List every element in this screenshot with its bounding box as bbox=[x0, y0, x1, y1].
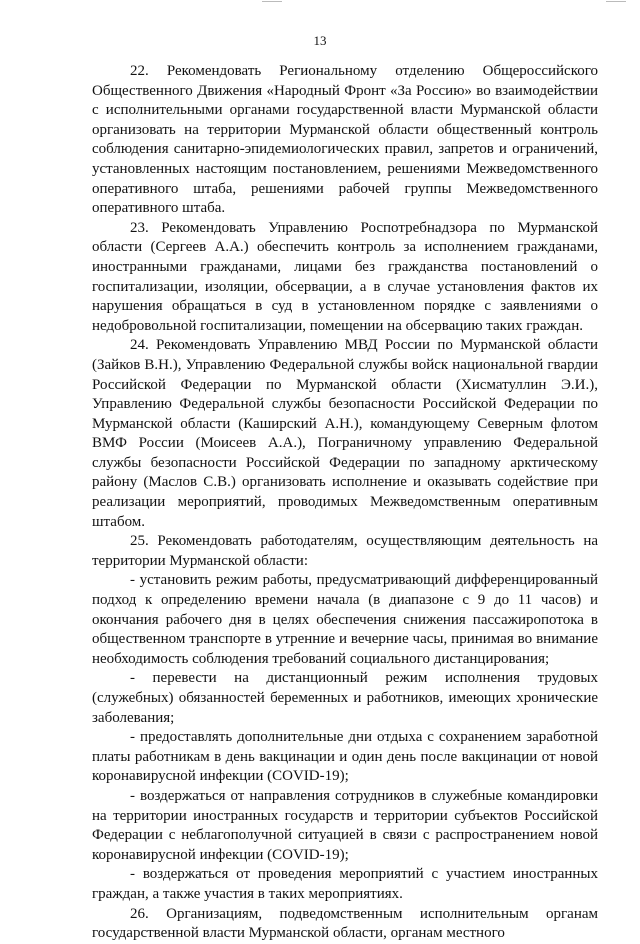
paragraph-26: 26. Организациям, подведомственным исполнительным органам государственной власти Мурманской области, органам местного bbox=[92, 905, 598, 942]
list-item-vaccination-days: - предоставлять дополнительные дни отдыха с сохранением заработной платы работникам в день вакцинации и один день после вакцинации от новой коронавирусной инфекции (COVID-19); bbox=[92, 729, 598, 785]
paragraph-24: 24. Рекомендовать Управлению МВД России по Мурманской области (Зайков В.Н.), Управлению Федеральной службы войск национальной гвардии Российской Федерации по Мурманской области (Хисматуллин Э.И.), Управлению Федеральной службы безопасности Российской Федерации по Мурманской области (Каширский А.Н.), командующему Северным флотом ВМФ России (Моисеев А.А.), Пограничному управлению Федеральной службы безопасности Российской Федерации по западному арктическому району (Маслов С.В.) организовать исполнение и оказывать содействие при реализации мероприятий, проводимых Межведомственным оперативным штабом. bbox=[92, 337, 598, 530]
paragraph-23: 23. Рекомендовать Управлению Роспотребнадзора по Мурманской области (Сергеев А.А.) обеспечить контроль за исполнением гражданами, иностранными гражданами, лицами без гражданства постановлений о госпитализации, изоляции, обсервации, а в случае установления фактов их нарушения обращаться в суд в установленном порядке с заявлениями о недобровольной госпитализации, помещении на обсервацию таких граждан. bbox=[92, 219, 598, 334]
list-item-remote-work: - перевести на дистанционный режим исполнения трудовых (служебных) обязанностей беременных и работников, имеющих хронические заболевания; bbox=[92, 670, 598, 726]
page-number: 13 bbox=[313, 33, 327, 48]
paragraph-22: 22. Рекомендовать Региональному отделению Общероссийского Общественного Движения «Народный Фронт «За Россию» во взаимодействии с исполнительными органами государственной власти Мурманской области организовать на территории Мурманской области общественный контроль соблюдения санитарно-эпидемиологических правил, запретов и ограничений, установленных настоящим постановлением, решениями Межведомственного оперативного штаба, решениями рабочей группы Межведомственного оперативного штаба. bbox=[92, 63, 598, 217]
document-body bbox=[92, 62, 598, 944]
paragraph-25: 25. Рекомендовать работодателям, осуществляющим деятельность на территории Мурманской области: bbox=[92, 533, 598, 569]
list-item-foreign-events: - воздержаться от проведения мероприятий с участием иностранных граждан, а также участия в таких мероприятиях. bbox=[92, 866, 598, 902]
list-item-business-trips: - воздержаться от направления сотрудников в служебные командировки на территории иностранных государств и территории субъектов Российской Федерации с неблагополучной ситуацией в связи с распространением новой коронавирусной инфекции (COVID-19); bbox=[92, 787, 598, 863]
list-item-work-schedule: - установить режим работы, предусматривающий дифференцированный подход к определению времени начала (в диапазоне с 9 до 11 часов) и окончания рабочего дня в целях обеспечения снижения пассажиропотока в общественном транспорте в утренние и вечерние часы, принимая во внимание необходимость соблюдения требований социального дистанцирования; bbox=[92, 572, 598, 667]
scan-edge-marks bbox=[0, 0, 640, 6]
